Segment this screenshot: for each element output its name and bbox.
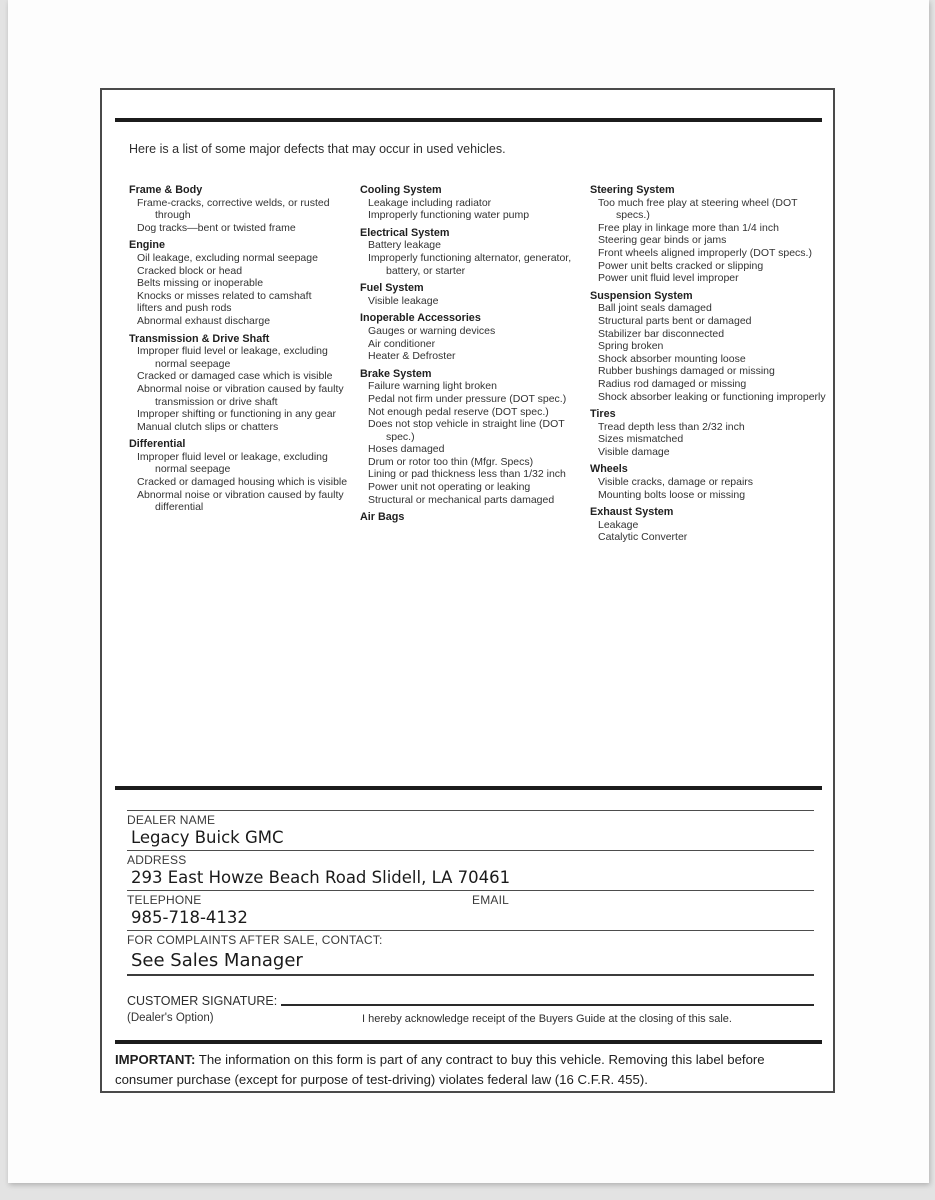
defect-item: Sizes mismatched xyxy=(598,433,684,446)
defect-section-title: Transmission & Drive Shaft xyxy=(129,332,270,345)
defect-section-title: Wheels xyxy=(590,463,628,476)
defects-column-1 xyxy=(129,184,357,514)
defect-section-title: Steering System xyxy=(590,184,675,196)
defect-section-title: Suspension System xyxy=(590,289,693,302)
defect-item: Improper fluid level or leakage, excluding normal seepage xyxy=(137,345,328,370)
defect-section xyxy=(590,184,826,285)
defect-item: Ball joint seals damaged xyxy=(598,302,712,315)
defect-section-title: Air Bags xyxy=(360,511,405,524)
customer-signature-line xyxy=(281,1004,814,1006)
scanned-page xyxy=(8,0,929,1183)
defect-item: Leakage xyxy=(598,518,639,531)
defect-item: Improperly functioning water pump xyxy=(368,209,530,222)
defect-section xyxy=(129,438,357,514)
important-notice xyxy=(115,1050,821,1089)
customer-signature-row xyxy=(127,994,814,1008)
defect-item: Mounting bolts loose or missing xyxy=(598,488,746,501)
buyers-guide-box xyxy=(100,88,835,1093)
defect-item: Power unit belts cracked or slipping xyxy=(598,259,764,272)
defect-item: Gauges or warning devices xyxy=(368,324,496,337)
important-text: The information on this form is part of any contract to buy this vehicle. Removing this label before consumer purchase (except for purpose of test-driving) violates federal law (16 C.F.R. 455). xyxy=(115,1052,765,1087)
defect-item: Shock absorber mounting loose xyxy=(598,352,746,365)
telephone-value: 985-718-4132 xyxy=(131,908,248,927)
dealer-name-label: DEALER NAME xyxy=(127,813,216,827)
defect-section xyxy=(590,290,826,403)
defect-item: Belts missing or inoperable xyxy=(137,277,264,290)
acknowledgement-text: I hereby acknowledge receipt of the Buyers Guide at the closing of this sale. xyxy=(362,1013,732,1025)
defect-item: Dog tracks—bent or twisted frame xyxy=(137,221,296,234)
defect-item: Battery leakage xyxy=(368,239,441,252)
customer-signature-label: CUSTOMER SIGNATURE: xyxy=(127,994,278,1008)
defect-section-title: Differential xyxy=(129,438,186,451)
telephone-label: TELEPHONE xyxy=(127,893,202,907)
defect-section xyxy=(360,184,588,222)
address-row xyxy=(127,850,814,887)
important-divider-rule xyxy=(115,1040,822,1044)
defect-item: Visible damage xyxy=(598,445,670,458)
dealer-name-row xyxy=(127,810,814,847)
defect-item: Catalytic Converter xyxy=(598,531,688,544)
defect-item: Improper shifting or functioning in any gear xyxy=(137,408,337,421)
defect-item: Abnormal exhaust discharge xyxy=(137,314,271,327)
defect-section-title: Exhaust System xyxy=(590,506,674,519)
defect-item: Shock absorber leaking or functioning improperly xyxy=(598,390,826,403)
defect-section xyxy=(360,282,588,307)
dealer-name-value: Legacy Buick GMC xyxy=(131,828,284,847)
defect-item: Pedal not firm under pressure (DOT spec.) xyxy=(368,392,567,405)
defect-item: Steering gear binds or jams xyxy=(598,234,727,247)
defect-item: Stabilizer bar disconnected xyxy=(598,327,725,340)
defect-item: Air conditioner xyxy=(368,337,436,350)
address-value: 293 East Howze Beach Road Slidell, LA 70461 xyxy=(131,868,511,887)
defect-section xyxy=(129,239,357,327)
defects-intro-text: Here is a list of some major defects that may occur in used vehicles. xyxy=(129,142,506,156)
important-label: IMPORTANT: xyxy=(115,1052,196,1067)
defect-section xyxy=(360,312,588,362)
defect-item: Structural parts bent or damaged xyxy=(598,314,752,327)
email-label: EMAIL xyxy=(472,893,510,907)
defect-item: Cracked or damaged housing which is visible xyxy=(137,476,348,489)
defect-item: Rubber bushings damaged or missing xyxy=(598,365,775,378)
defects-column-3 xyxy=(590,184,826,544)
defect-item: Radius rod damaged or missing xyxy=(598,377,747,390)
address-label: ADDRESS xyxy=(127,853,187,867)
defect-section-title: Engine xyxy=(129,239,165,252)
defect-item: Tread depth less than 2/32 inch xyxy=(598,420,745,433)
defect-item: Not enough pedal reserve (DOT spec.) xyxy=(368,405,549,418)
defect-section xyxy=(129,184,357,234)
defect-item: Leakage including radiator xyxy=(368,196,492,209)
form-top-divider-rule xyxy=(115,786,822,790)
defect-item: Front wheels aligned improperly (DOT specs.) xyxy=(598,246,812,259)
defect-section xyxy=(360,227,588,277)
defect-item: Oil leakage, excluding normal seepage xyxy=(137,251,318,264)
defect-section-title: Fuel System xyxy=(360,282,424,295)
defect-item: Manual clutch slips or chatters xyxy=(137,420,279,433)
defect-section-title: Frame & Body xyxy=(129,184,203,196)
defect-item: Power unit not operating or leaking xyxy=(368,481,531,494)
defect-item: Does not stop vehicle in straight line (DOT spec.) xyxy=(368,418,565,443)
defect-item: Improper fluid level or leakage, excluding normal seepage xyxy=(137,450,328,476)
dealers-option-label: (Dealer's Option) xyxy=(127,1012,214,1024)
defect-section-title: Electrical System xyxy=(360,226,450,239)
telephone-email-row xyxy=(127,890,814,927)
defect-section-title: Inoperable Accessories xyxy=(360,312,481,325)
defect-item: lifters and push rods xyxy=(137,302,232,315)
defect-item: Structural or mechanical parts damaged xyxy=(368,493,555,506)
complaints-row xyxy=(127,930,814,976)
defect-item: Improperly functioning alternator, generator, battery, or starter xyxy=(368,251,572,277)
defect-section xyxy=(590,506,826,544)
defect-section-title: Cooling System xyxy=(360,184,442,196)
defect-item: Knocks or misses related to camshaft xyxy=(137,289,312,302)
defect-item: Frame-cracks, corrective welds, or rusted through xyxy=(137,196,330,222)
defect-item: Visible cracks, damage or repairs xyxy=(598,476,754,489)
defect-section xyxy=(129,333,357,434)
defect-item: Power unit fluid level improper xyxy=(598,272,739,285)
defect-item: Heater & Defroster xyxy=(368,350,456,363)
defect-section-title: Brake System xyxy=(360,367,432,380)
complaints-label: FOR COMPLAINTS AFTER SALE, CONTACT: xyxy=(127,933,383,947)
defect-section-title: Tires xyxy=(590,408,616,421)
defect-item: Lining or pad thickness less than 1/32 inch xyxy=(368,468,566,481)
defect-item: Cracked or damaged case which is visible xyxy=(137,370,333,383)
defect-item: Too much free play at steering wheel (DOT specs.) xyxy=(598,196,798,222)
defect-item: Free play in linkage more than 1/4 inch xyxy=(598,221,779,234)
defect-item: Visible leakage xyxy=(368,294,439,307)
complaints-value: See Sales Manager xyxy=(131,950,303,971)
defect-section xyxy=(590,408,826,458)
defect-item: Abnormal noise or vibration caused by faulty transmission or drive shaft xyxy=(137,382,344,408)
defect-item: Drum or rotor too thin (Mfgr. Specs) xyxy=(368,455,534,468)
defect-item: Abnormal noise or vibration caused by faulty differential xyxy=(137,488,344,514)
defect-item: Hoses damaged xyxy=(368,443,445,456)
defect-section xyxy=(590,463,826,501)
defect-item: Spring broken xyxy=(598,340,664,353)
defect-item: Cracked block or head xyxy=(137,264,243,277)
defects-column-2 xyxy=(360,184,588,524)
top-divider-rule xyxy=(115,118,822,122)
defect-item: Failure warning light broken xyxy=(368,380,497,393)
defect-section xyxy=(360,368,588,507)
defect-section xyxy=(360,511,588,524)
